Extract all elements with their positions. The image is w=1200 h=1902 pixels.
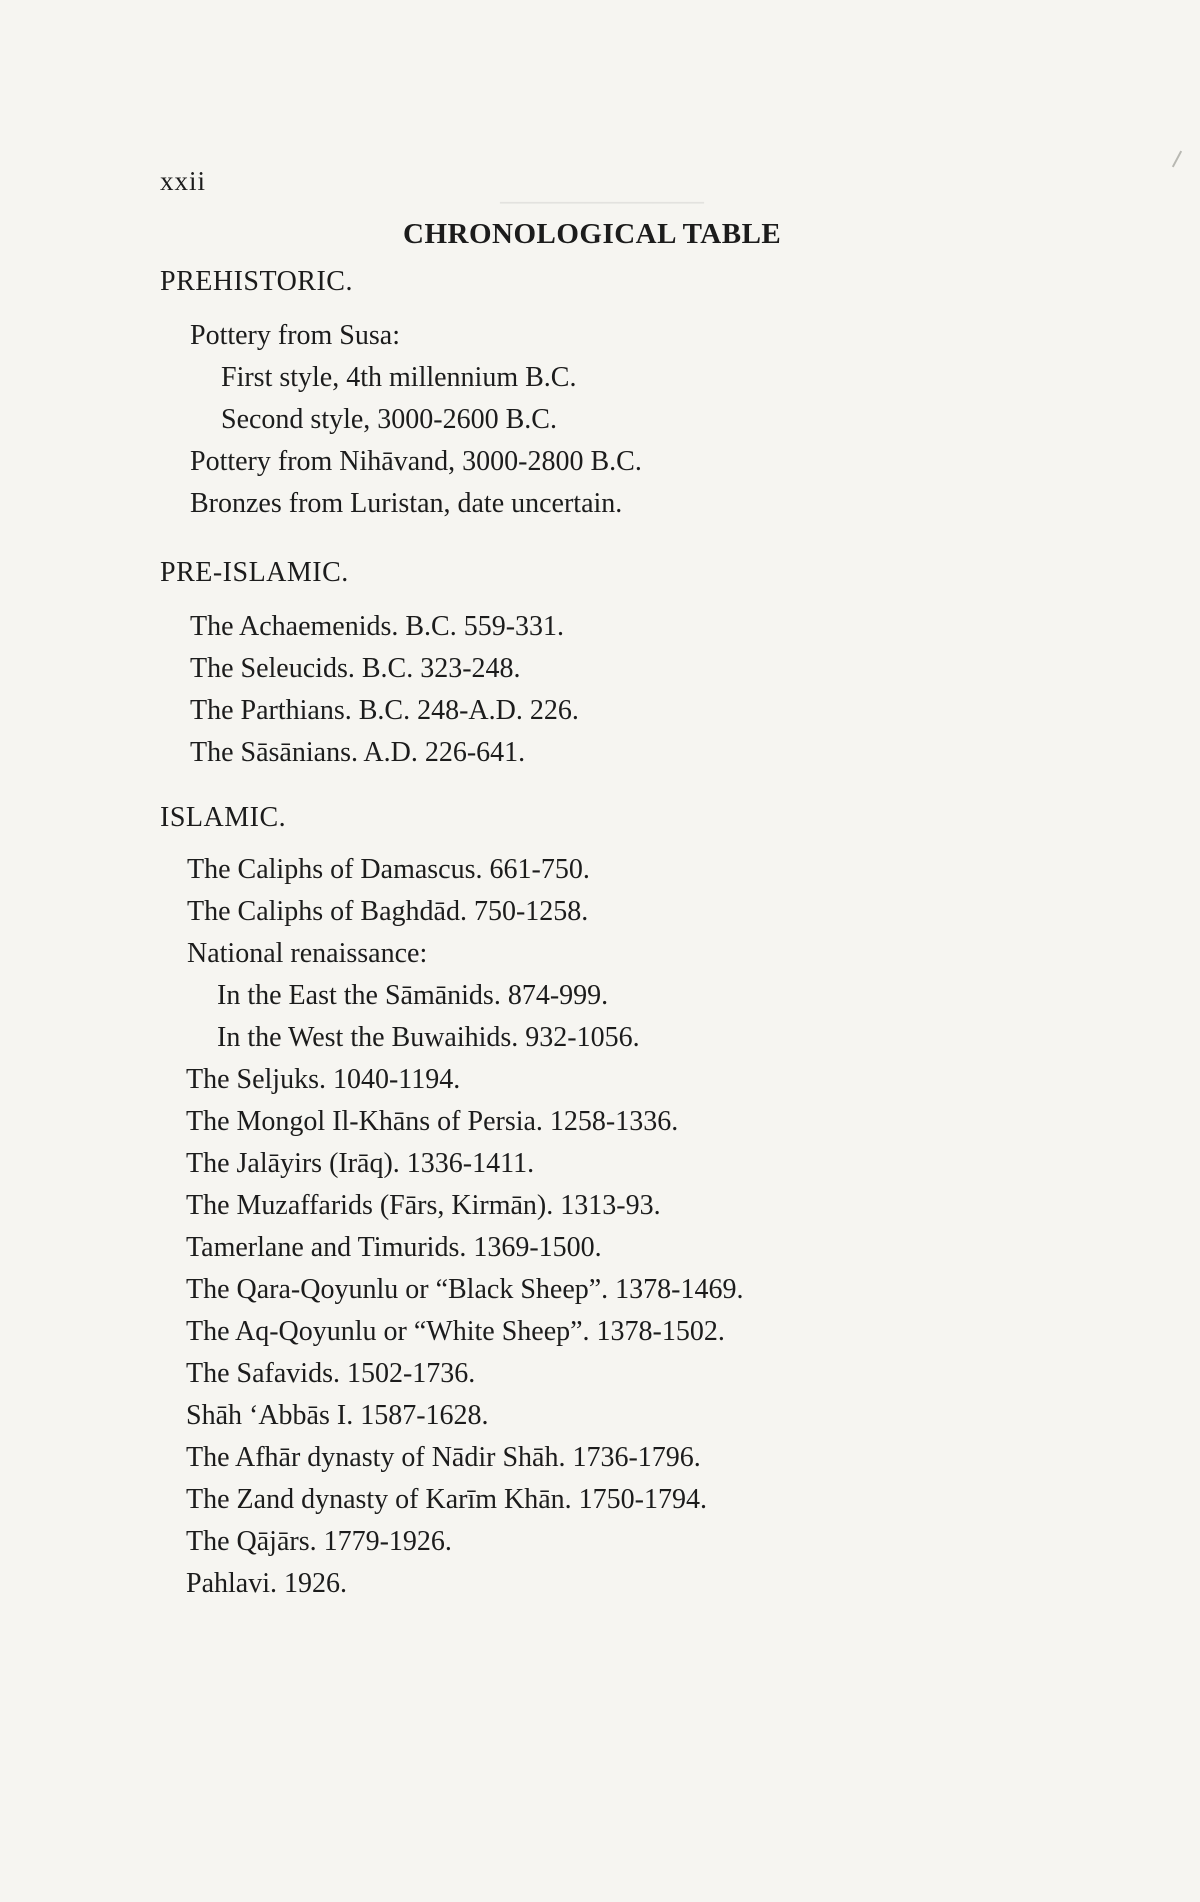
- page-number: xxii: [160, 166, 207, 196]
- entry-aq-qoyunlu: The Aq-Qoyunlu or “White Sheep”. 1378-1502.: [186, 1316, 725, 1347]
- section-heading-islamic: ISLAMIC.: [160, 802, 287, 833]
- entry-bronzes-luristan: Bronzes from Luristan, date uncertain.: [190, 488, 623, 519]
- entry-pottery-nihavand: Pottery from Nihāvand, 3000-2800 B.C.: [190, 446, 642, 477]
- page-edge-mark: [1172, 151, 1182, 168]
- entry-zand-dynasty: The Zand dynasty of Karīm Khān. 1750-1794.: [186, 1484, 707, 1515]
- entry-caliphs-damascus: The Caliphs of Damascus. 661-750.: [187, 854, 590, 885]
- entry-achaemenids: The Achaemenids. B.C. 559-331.: [190, 611, 565, 642]
- entry-first-style: First style, 4th millennium B.C.: [221, 362, 577, 393]
- entry-caliphs-baghdad: The Caliphs of Baghdād. 750-1258.: [187, 896, 589, 927]
- entry-qajars: The Qājārs. 1779-1926.: [186, 1526, 452, 1557]
- entry-seleucids: The Seleucids. B.C. 323-248.: [190, 653, 521, 684]
- entry-sasanians: The Sāsānians. A.D. 226-641.: [190, 737, 526, 768]
- show-through-texture: ────────────: [500, 190, 705, 216]
- entry-safavids: The Safavids. 1502-1736.: [186, 1358, 476, 1389]
- entry-qara-qoyunlu: The Qara-Qoyunlu or “Black Sheep”. 1378-1469.: [186, 1274, 744, 1305]
- entry-afhar-dynasty: The Afhār dynasty of Nādir Shāh. 1736-1796.: [186, 1442, 701, 1473]
- entry-national-renaissance: National renaissance:: [187, 938, 428, 969]
- entry-shah-abbas: Shāh ‘Abbās I. 1587-1628.: [186, 1400, 489, 1431]
- entry-muzaffarids: The Muzaffarids (Fārs, Kirmān). 1313-93.: [186, 1190, 661, 1221]
- entry-pottery-susa: Pottery from Susa:: [190, 320, 400, 351]
- entry-mongol-il-khans: The Mongol Il-Khāns of Persia. 1258-1336.: [186, 1106, 679, 1137]
- entry-second-style: Second style, 3000-2600 B.C.: [221, 404, 557, 435]
- section-heading-prehistoric: PREHISTORIC.: [160, 266, 353, 297]
- entry-pahlavi: Pahlavi. 1926.: [186, 1568, 347, 1599]
- entry-seljuks: The Seljuks. 1040-1194.: [186, 1064, 461, 1095]
- page-title: CHRONOLOGICAL TABLE: [403, 218, 782, 250]
- entry-samanids: In the East the Sāmānids. 874-999.: [217, 980, 609, 1011]
- entry-buwaihids: In the West the Buwaihids. 932-1056.: [217, 1022, 640, 1053]
- entry-parthians: The Parthians. B.C. 248-A.D. 226.: [190, 695, 579, 726]
- entry-tamerlane-timurids: Tamerlane and Timurids. 1369-1500.: [186, 1232, 602, 1263]
- section-heading-pre-islamic: PRE-ISLAMIC.: [160, 557, 349, 588]
- entry-jalayirs: The Jalāyirs (Irāq). 1336-1411.: [186, 1148, 535, 1179]
